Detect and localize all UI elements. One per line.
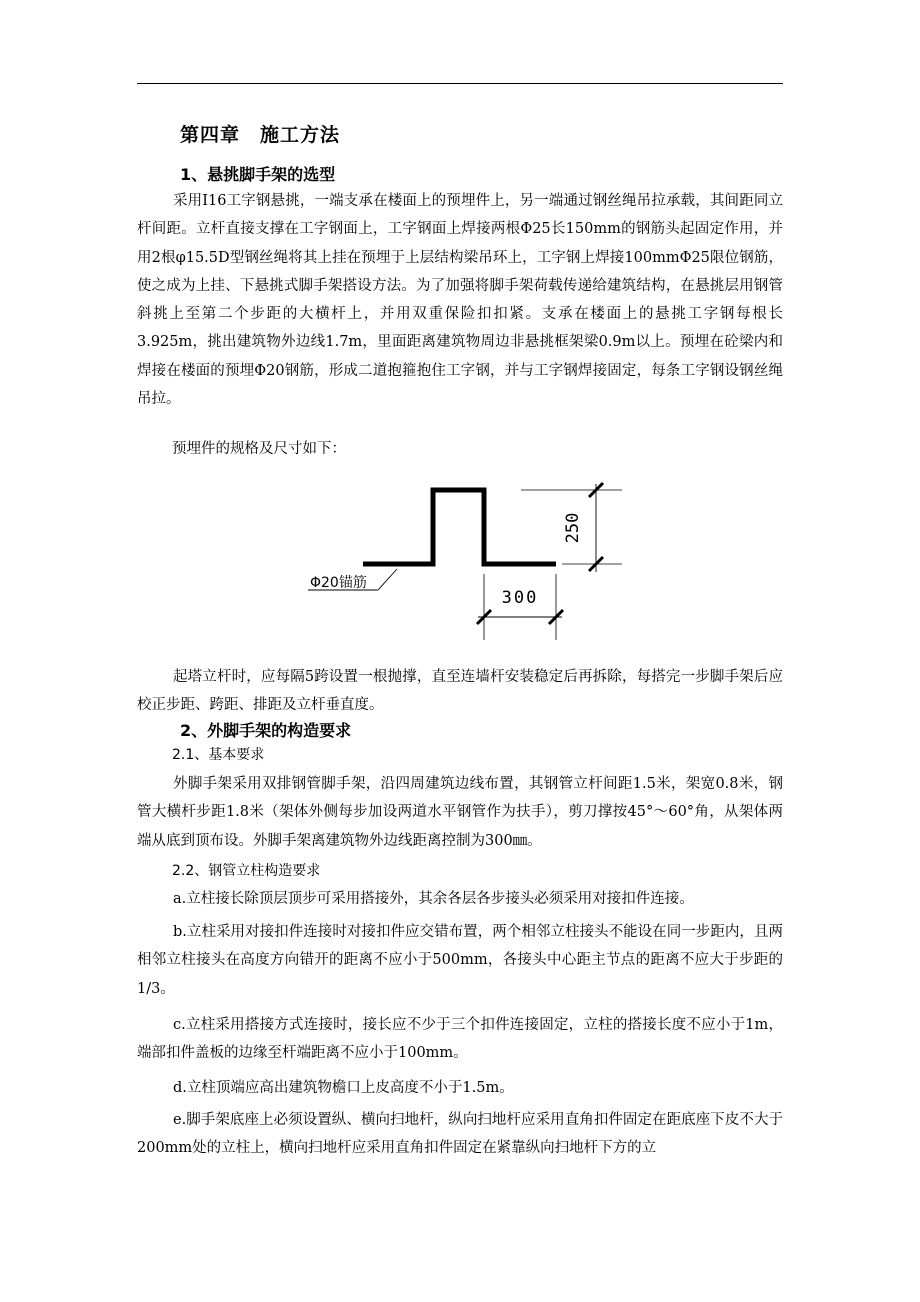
rebar-shape bbox=[363, 490, 556, 564]
item-d: d.立柱顶端应高出建筑物檐口上皮高度不小于1.5m。 bbox=[173, 1080, 514, 1096]
item-c: c.立柱采用搭接方式连接时，接长应不少于三个扣件连接固定，立柱的搭接长度不应小于1m，端部扣件盖板的边缘至杆端距离不应小于100mm。 bbox=[137, 1017, 783, 1062]
section2-heading: 2、外脚手架的构造要求 bbox=[180, 721, 352, 740]
section1-paragraph2: 起塔立杆时，应每隔5跨设置一根抛撑，直至连墙杆安装稳定后再拆除，每搭完一步脚手架后应校正步距、跨距、排距及立杆垂直度。 bbox=[137, 669, 783, 714]
section2-paragraph: 外脚手架采用双排钢管脚手架，沿四周建筑边线布置，其钢管立杆间距1.5米，架宽0.8米，钢管大横杆步距1.8米（架体外侧每步加设两道水平钢管作为扶手），剪刀撑按45°～60°角，从架体两端从底到顶布设。外脚手架离建筑物外边线距离控制为300㎜。 bbox=[137, 776, 783, 849]
section1-heading: 1、悬挑脚手架的选型 bbox=[180, 165, 336, 184]
section1-paragraph: 采用I16工字钢悬挑，一端支承在楼面上的预埋件上，另一端通过钢丝绳吊拉承载，其间距同立杆间距。立杆直接支撑在工字钢面上，工字钢面上焊接两根Φ25长150mm的钢筋头起固定作用，并用2根φ15.5D型钢丝绳将其上挂在预埋于上层结构梁吊环上，工字钢上焊接100mmΦ25限位钢筋，使之成为上挂、下悬挑式脚手架搭设方法。为了加强将脚手架荷载传递给建筑结构，在悬挑层用钢管斜挑上至第二个步距的大横杆上，并用双重保险扣扣紧。支承在楼面上的悬挑工字钢每根长3.925m，挑出建筑物外边线1.7m，里面距离建筑物周边非悬挑框架梁0.9m以上。预埋在砼梁内和焊接在楼面的预埋Φ20钢筋，形成二道抱箍抱住工字钢，并与工字钢焊接固定，每条工字钢设钢丝绳吊拉。 bbox=[137, 193, 783, 408]
subsection-2-2: 2.2、钢管立柱构造要求 bbox=[172, 863, 321, 879]
leader-line bbox=[378, 569, 397, 590]
embed-intro: 预埋件的规格及尺寸如下： bbox=[172, 441, 346, 457]
subsection-2-1: 2.1、基本要求 bbox=[172, 747, 265, 763]
dim-height-label: 250 bbox=[563, 512, 583, 544]
rebar-label: Φ20锚筋 bbox=[310, 575, 367, 591]
item-b: b.立柱采用对接扣件连接时对接扣件应交错布置，两个相邻立柱接头不能设在同一步距内，且两相邻立柱接头在高度方向错开的距离不应小于500mm，各接头中心距主节点的距离不应大于步距的1/3。 bbox=[137, 924, 783, 997]
item-a: a.立柱接长除顶层顶步可采用搭接外，其余各层各步接头必须采用对接扣件连接。 bbox=[173, 891, 694, 907]
item-e: e.脚手架底座上必须设置纵、横向扫地杆，纵向扫地杆应采用直角扣件固定在距底座下皮不大于200mm处的立柱上，横向扫地杆应采用直角扣件固定在紧靠纵向扫地杆下方的立 bbox=[137, 1112, 783, 1157]
dim-width-label: 300 bbox=[501, 588, 539, 608]
chapter-title: 第四章 施工方法 bbox=[180, 124, 341, 146]
